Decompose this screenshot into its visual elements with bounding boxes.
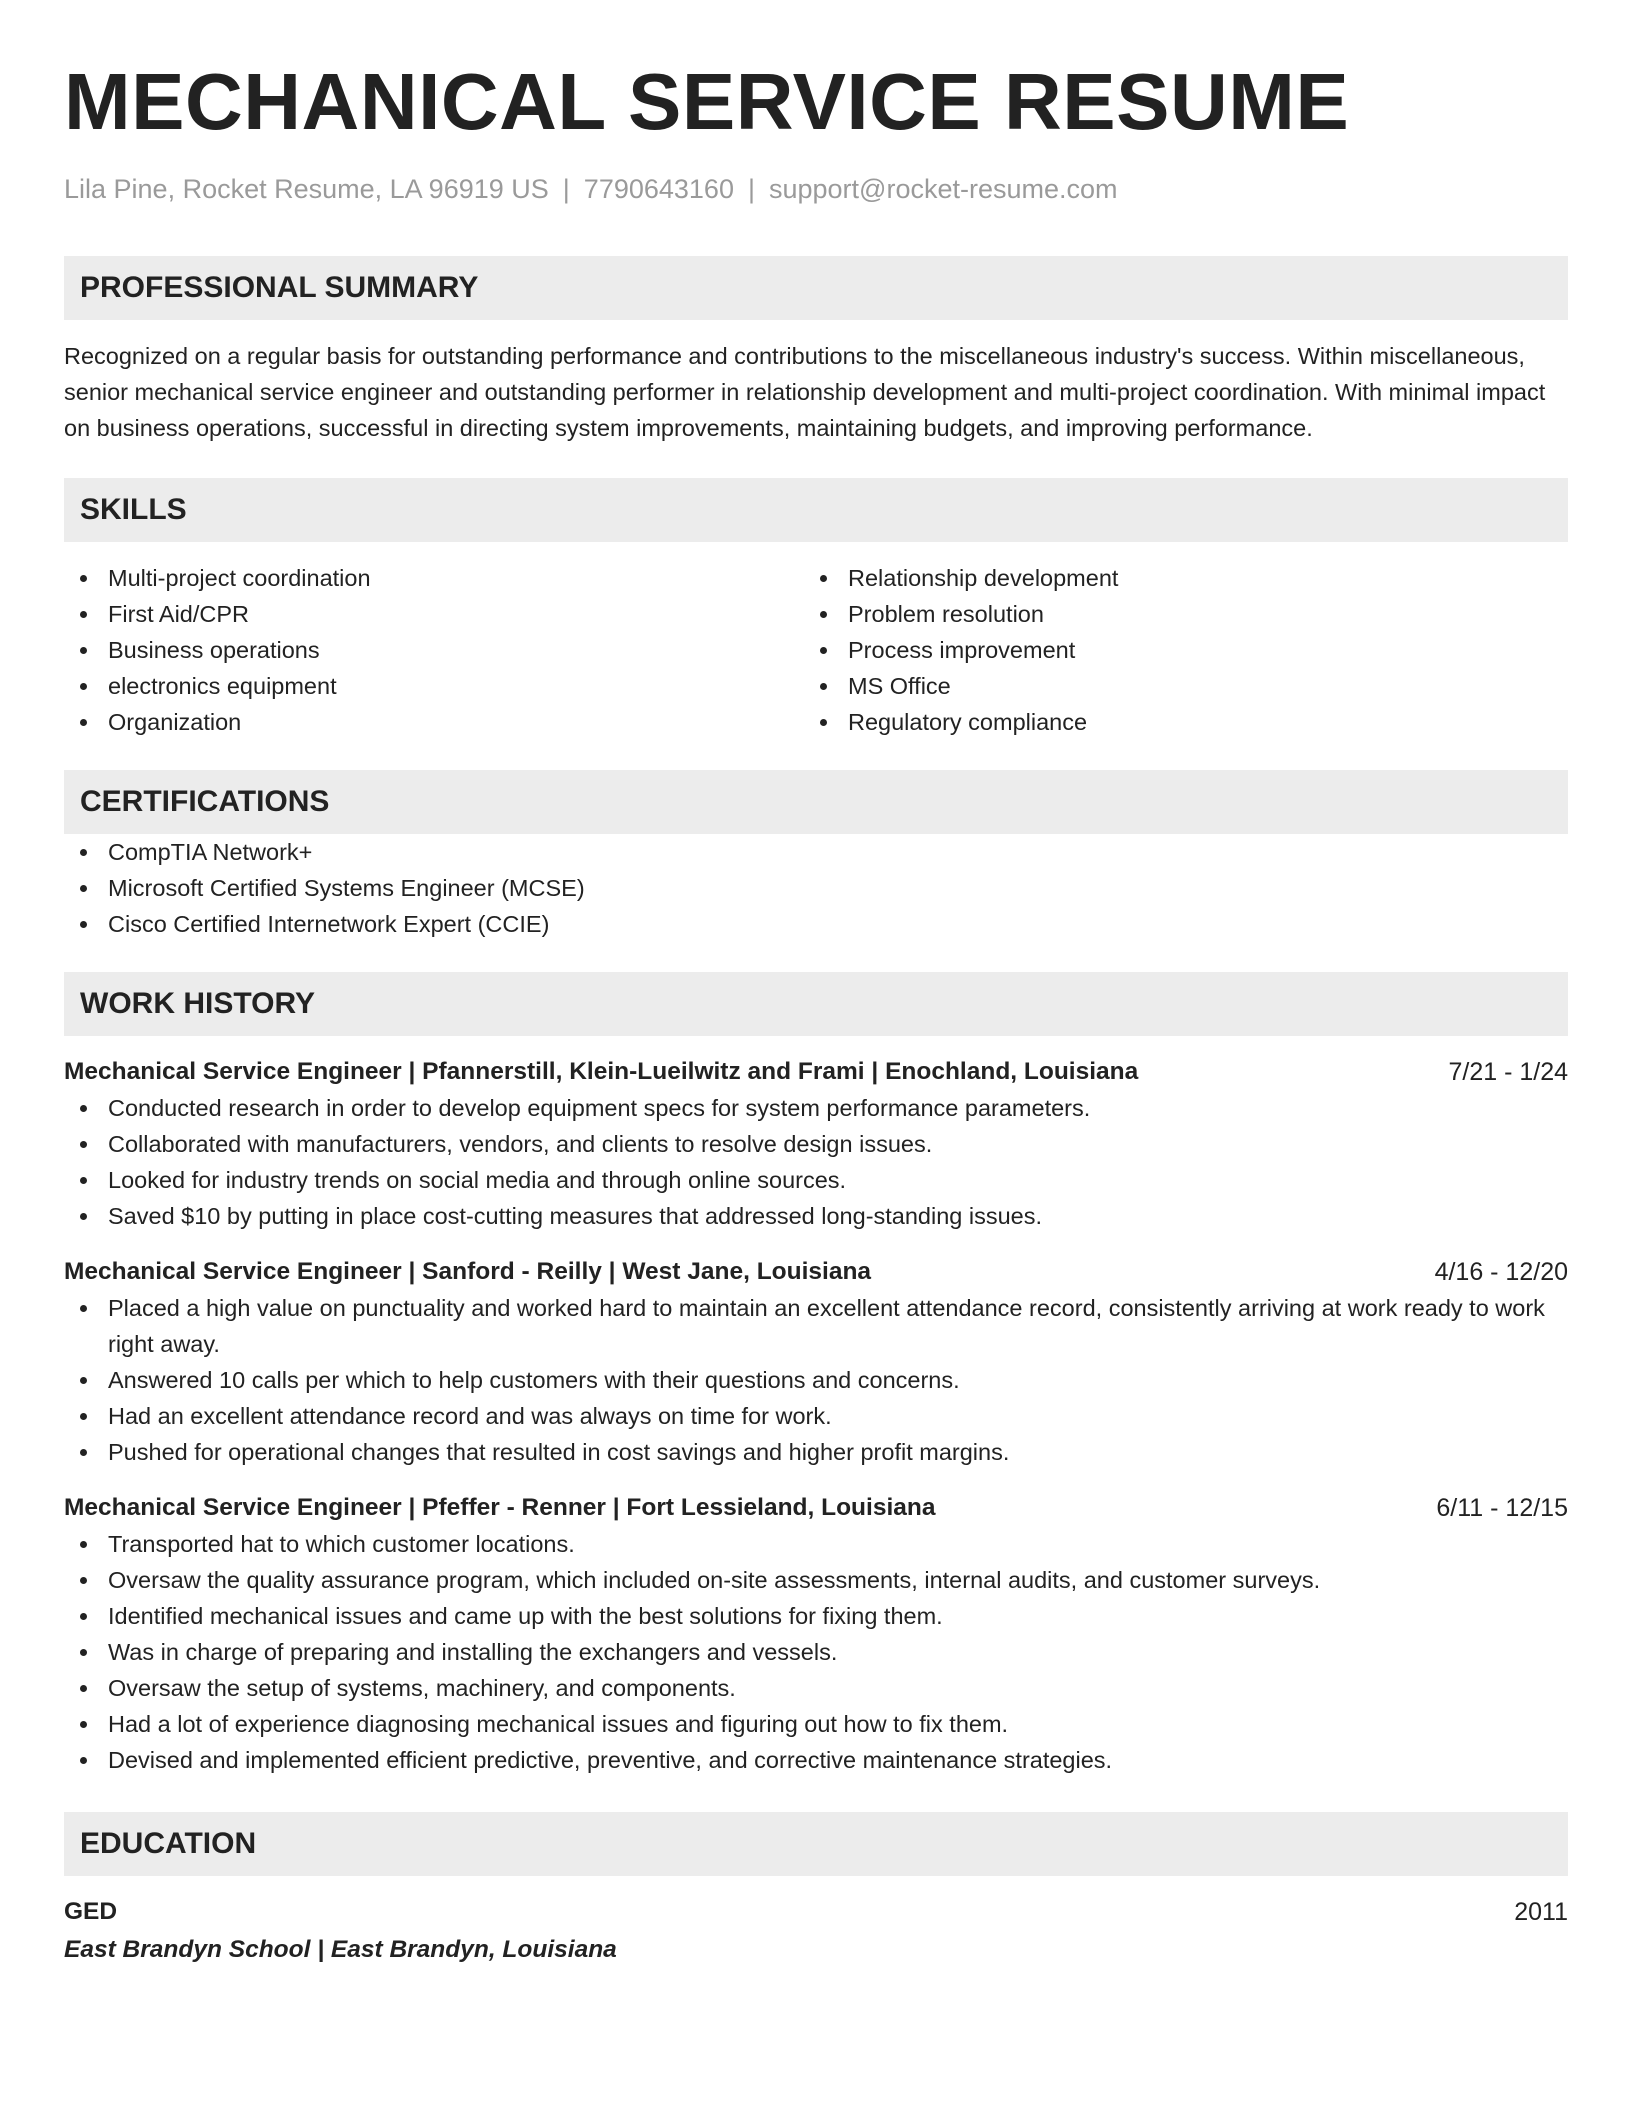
- skill-item: Regulatory compliance: [804, 704, 1544, 740]
- job-bullet: Was in charge of preparing and installing the exchangers and vessels.: [64, 1634, 1568, 1670]
- job-heading: Mechanical Service Engineer | Pfeffer - Renner | Fort Lessieland, Louisiana: [64, 1494, 936, 1521]
- contact-separator: |: [747, 174, 755, 204]
- contact-phone: 7790643160: [583, 174, 734, 204]
- certification-item: Microsoft Certified Systems Engineer (MCSE): [64, 870, 1568, 906]
- section-header-education: EDUCATION: [64, 1812, 1568, 1876]
- section-header-summary: PROFESSIONAL SUMMARY: [64, 256, 1568, 320]
- skill-item: Relationship development: [804, 560, 1544, 596]
- education-year: 2011: [1514, 1898, 1568, 1926]
- skill-item: Organization: [64, 704, 804, 740]
- education-degree: GED: [64, 1898, 118, 1925]
- contact-line: [64, 172, 1568, 206]
- summary-text: Recognized on a regular basis for outstanding performance and contributions to the miscellaneous industry's success. Within miscellaneous, senior mechanical service engineer and outstanding performer in relationship development and multi-project coordination. With minimal impact on business operations, successful in directing system improvements, maintaining budgets, and improving performance.: [64, 343, 1546, 441]
- job-bullet: Placed a high value on punctuality and worked hard to maintain an excellent attendance record, consistently arriving at work ready to work right away.: [64, 1290, 1568, 1362]
- job-heading: Mechanical Service Engineer | Sanford - Reilly | West Jane, Louisiana: [64, 1258, 872, 1285]
- job-bullet: Oversaw the setup of systems, machinery, and components.: [64, 1670, 1568, 1706]
- job-header: [64, 1054, 1568, 1090]
- job-entry: [64, 1490, 1568, 1778]
- skills-column-right: [804, 560, 1544, 740]
- skills-column-left: [64, 560, 804, 740]
- job-bullet: Oversaw the quality assurance program, which included on-site assessments, internal audits, and customer surveys.: [64, 1562, 1568, 1598]
- resume-title: MECHANICAL SERVICE RESUME: [64, 57, 1350, 146]
- job-entry: [64, 1054, 1568, 1234]
- skill-item: electronics equipment: [64, 668, 804, 704]
- contact-separator: |: [562, 174, 570, 204]
- job-bullet: Saved $10 by putting in place cost-cutting measures that addressed long-standing issues.: [64, 1198, 1568, 1234]
- job-header: [64, 1254, 1568, 1290]
- skill-item: Process improvement: [804, 632, 1544, 668]
- education-school: East Brandyn School | East Brandyn, Louisiana: [64, 1936, 617, 1963]
- skill-item: First Aid/CPR: [64, 596, 804, 632]
- job-entry: [64, 1254, 1568, 1470]
- job-bullets: [64, 1090, 1568, 1234]
- job-bullet: Had an excellent attendance record and was always on time for work.: [64, 1398, 1568, 1434]
- certifications-list: [64, 834, 1568, 942]
- section-header-work-history: WORK HISTORY: [64, 972, 1568, 1036]
- education-header: [64, 1894, 1568, 1930]
- job-bullet: Looked for industry trends on social media and through online sources.: [64, 1162, 1568, 1198]
- job-dates: 7/21 - 1/24: [1448, 1058, 1568, 1086]
- job-bullets: [64, 1526, 1568, 1778]
- job-bullet: Pushed for operational changes that resulted in cost savings and higher profit margins.: [64, 1434, 1568, 1470]
- skills-list-right: [804, 560, 1544, 740]
- skills-list-left: [64, 560, 804, 740]
- skill-item: Business operations: [64, 632, 804, 668]
- skill-item: Multi-project coordination: [64, 560, 804, 596]
- job-bullet: Conducted research in order to develop equipment specs for system performance parameters.: [64, 1090, 1568, 1126]
- job-header: [64, 1490, 1568, 1526]
- skills-grid: [64, 560, 1568, 740]
- job-bullet: Had a lot of experience diagnosing mechanical issues and figuring out how to fix them.: [64, 1706, 1568, 1742]
- job-bullet: Devised and implemented efficient predictive, preventive, and corrective maintenance strategies.: [64, 1742, 1568, 1778]
- job-bullet: Answered 10 calls per which to help customers with their questions and concerns.: [64, 1362, 1568, 1398]
- section-header-certifications: CERTIFICATIONS: [64, 770, 1568, 834]
- job-dates: 4/16 - 12/20: [1434, 1258, 1568, 1286]
- job-bullet: Identified mechanical issues and came up with the best solutions for fixing them.: [64, 1598, 1568, 1634]
- contact-email: support@rocket-resume.com: [768, 174, 1118, 204]
- job-bullet: Transported hat to which customer locations.: [64, 1526, 1568, 1562]
- contact-address: Lila Pine, Rocket Resume, LA 96919 US: [64, 174, 549, 204]
- job-bullets: [64, 1290, 1568, 1470]
- job-heading: Mechanical Service Engineer | Pfannerstill, Klein-Lueilwitz and Frami | Enochland, Louisiana: [64, 1058, 1139, 1085]
- section-header-skills: SKILLS: [64, 478, 1568, 542]
- skill-item: MS Office: [804, 668, 1544, 704]
- certification-item: Cisco Certified Internetwork Expert (CCIE): [64, 906, 1568, 942]
- job-bullet: Collaborated with manufacturers, vendors, and clients to resolve design issues.: [64, 1126, 1568, 1162]
- job-dates: 6/11 - 12/15: [1436, 1494, 1568, 1522]
- certification-item: CompTIA Network+: [64, 834, 1568, 870]
- skill-item: Problem resolution: [804, 596, 1544, 632]
